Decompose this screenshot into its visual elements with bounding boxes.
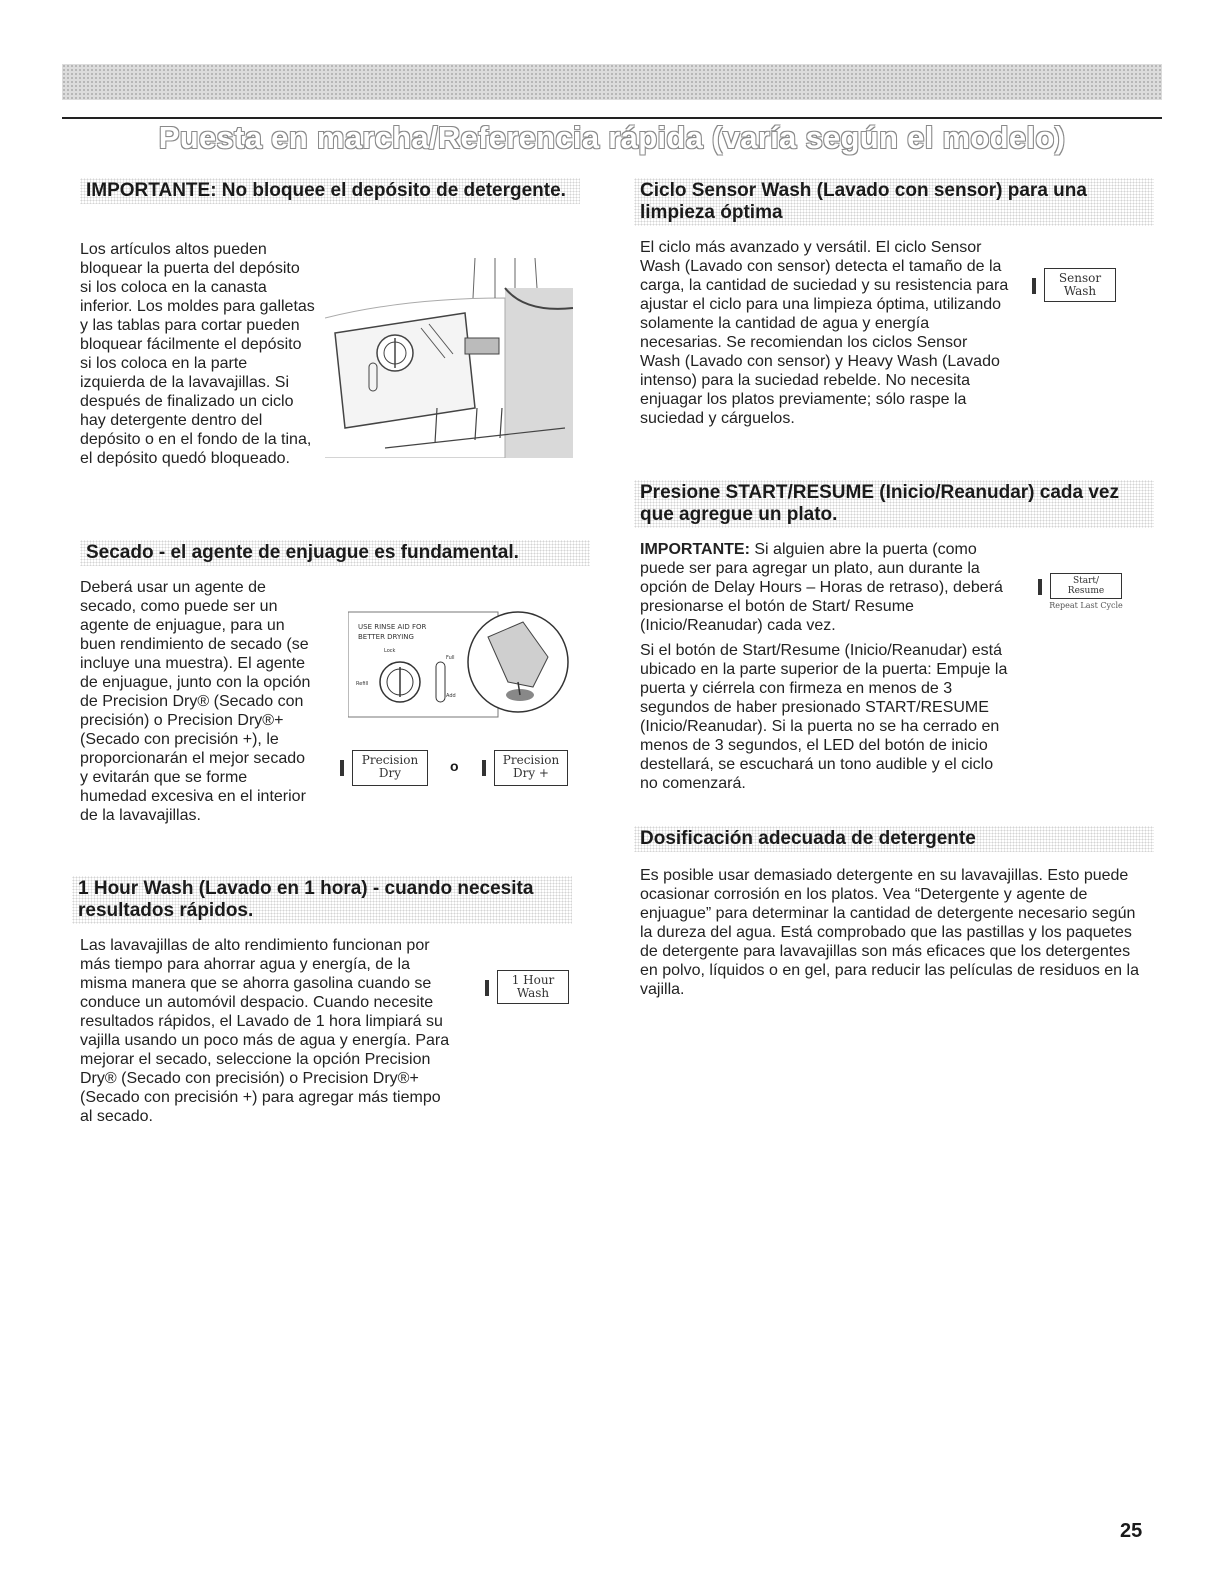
drying-body: Deberá usar un agente de secado, como puede ser un agente de enjuague, para un buen rendimiento de secado (se incluye una muestra). El agente de enjuague, junto con la opción de Precision Dry® (Secado con precisión) o Precision Dry®+ (Secado con precisión +), le proporcionarán el mejor secado y evitarán que se forme humedad excesiva en el interior de la lavavajillas.: [80, 579, 311, 824]
led-indicator: [485, 980, 489, 996]
precision-dry-plus-label-1: Precision: [502, 753, 560, 767]
sensor-wash-body: El ciclo más avanzado y versátil. El ciclo Sensor Wash (Lavado con sensor) detecta el tamaño de la carga, la cantidad de suciedad y su resistencia para ajustar el ciclo para una limpieza óptima, utilizando solamente la cantidad de agua y energía necesarias. Se recomiendan los ciclos Sensor Wash (Lavado con sensor) y Heavy Wash (Lavado intenso) para la suciedad rebelde. No necesita enjuagar los platos previamente; sólo raspe la suciedad y cárguelos.: [640, 239, 1009, 427]
header-band: [62, 64, 1162, 100]
sensor-wash-label-1: Sensor: [1058, 271, 1102, 285]
or-label: o: [450, 758, 459, 774]
start-resume-para-2: Si el botón de Start/Resume (Inicio/Reanudar) está ubicado en la parte superior de la puerta: Empuje la puerta y ciérrela con firmeza en menos de 3 segundos de haber presionado START/RESUME (Inicio/Reanudar). Si la puerta no se ha cerrado en menos de 3 segundos, el LED del botón de inicio destellará, se escuchará un tono audible y el ciclo no comenzará.: [640, 642, 1008, 792]
led-indicator: [1038, 579, 1042, 595]
rinse-aid-refill-label: Refill: [356, 681, 369, 687]
page-title: Puesta en marcha/Referencia rápida (varía según el modelo): [158, 120, 1066, 155]
sensor-wash-button[interactable]: [1032, 268, 1122, 306]
start-resume-button[interactable]: [1038, 573, 1128, 619]
repeat-last-cycle-label: Repeat Last Cycle: [1049, 601, 1123, 610]
hour-wash-label-1: 1 Hour: [511, 973, 555, 987]
start-resume-label-2: Resume: [1067, 586, 1105, 596]
detergent-heading: IMPORTANTE: No bloquee el depósito de detergente.: [80, 178, 580, 204]
important-label: IMPORTANTE:: [640, 541, 750, 558]
dosage-body: Es posible usar demasiado detergente en su lavavajillas. Esto puede ocasionar corrosión en los platos. Vea “Detergente y agente de enjuague” para determinar la cantidad de detergente necesario según la dureza del agua. Está comprobado que las pastillas y los paquetes de detergente para lavavajillas son más eficaces que los detergentes en polvo, líquidos o en gel, para reducir las películas de residuos en la vajilla.: [640, 867, 1139, 998]
led-indicator: [340, 760, 344, 776]
header-rule: [62, 117, 1162, 119]
hour-wash-label-2: Wash: [516, 986, 550, 1000]
start-resume-label-1: Start/: [1072, 576, 1100, 586]
led-indicator: [482, 760, 486, 776]
detergent-body: Los artículos altos pueden bloquear la puerta del depósito si los coloca en la canasta inferior. Los moldes para galletas y las tablas para cortar pueden bloquear fácilmente el depósito si los coloca en la parte izquierda de la lavavajillas. Si después de finalizado un ciclo hay detergente dentro del depósito o en el fondo de la tina, el depósito quedó bloqueado.: [80, 241, 315, 467]
rinse-aid-label-1: USE RINSE AID FOR: [358, 623, 427, 631]
precision-dry-label-1: Precision: [361, 753, 419, 767]
led-indicator: [1032, 278, 1036, 294]
rinse-aid-dispenser-illustration: [348, 607, 570, 722]
rinse-aid-lock-label: Lock: [384, 648, 396, 654]
rinse-aid-label-2: BETTER DRYING: [358, 633, 414, 641]
rinse-aid-add-label: Add: [446, 693, 456, 699]
dosage-heading: Dosificación adecuada de detergente: [634, 826, 1154, 852]
precision-dry-button[interactable]: [340, 750, 430, 788]
sensor-wash-heading: Ciclo Sensor Wash (Lavado con sensor) para una limpieza óptima: [634, 178, 1154, 226]
hour-wash-body: Las lavavajillas de alto rendimiento funcionan por más tiempo para ahorrar agua y energía, de la misma manera que se ahorra gasolina cuando se conduce un automóvil despacio. Cuando necesite resultados rápidos, el Lavado de 1 hora limpiará su vajilla usando un poco más de agua y energía. Para mejorar el secado, seleccione la opción Precision Dry® (Secado con precisión) o Precision Dry®+ (Secado con precisión +) para agregar más tiempo al secado.: [80, 937, 450, 1125]
rinse-aid-full-label: Full: [446, 655, 455, 661]
precision-dry-label-2: Dry: [378, 766, 402, 780]
start-resume-para-1: IMPORTANTE: Si alguien abre la puerta (como puede ser para agregar un plato, aun durante la opción de Delay Hours – Horas de retraso), deberá presionarse el botón de Start/ Resume (Inicio/Reanudar) cada vez.: [640, 541, 1003, 634]
start-resume-body: [640, 540, 1010, 793]
detergent-dispenser-illustration: [325, 258, 573, 458]
page-number: 25: [1120, 1520, 1143, 1542]
sensor-wash-label-2: Wash: [1063, 284, 1097, 298]
hour-wash-heading: 1 Hour Wash (Lavado en 1 hora) - cuando necesita resultados rápidos.: [72, 876, 572, 924]
precision-dry-plus-button[interactable]: [482, 750, 572, 788]
precision-dry-plus-label-2: Dry +: [512, 766, 549, 780]
1-hour-wash-button[interactable]: [485, 970, 575, 1008]
start-resume-heading: Presione START/RESUME (Inicio/Reanudar) cada vez que agregue un plato.: [634, 480, 1154, 528]
drying-heading: Secado - el agente de enjuague es fundamental.: [80, 540, 590, 566]
